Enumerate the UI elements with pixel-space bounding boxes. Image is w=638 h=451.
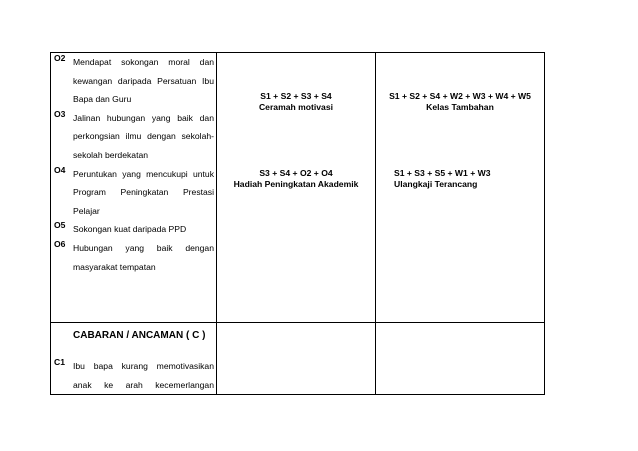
list-item [51,53,216,109]
text-line: Mendapat sokongan moral dan [73,57,214,67]
text-line: Peruntukan yang mencukupi untuk [73,168,214,179]
threats-cell [51,323,217,395]
wt-strategy-cell [376,323,545,395]
strategy-name: Ceramah motivasi [258,102,334,112]
text-line: masyarakat tempatan [73,261,156,272]
list-item [51,109,216,165]
item-text [73,165,216,221]
list-item [51,357,216,394]
item-code: O6 [54,238,66,249]
opportunities-row [51,53,545,323]
text-line: Pelajar [73,205,100,216]
opportunities-cell [51,53,217,323]
item-text [73,357,216,394]
strategy-formula: S1 + S3 + S5 + W1 + W3 [394,168,491,178]
strategy-name: Hadiah Peningkatan Akademik [233,179,359,189]
text-line: Sokongan kuat daripada PPD [73,224,187,235]
so-strategy-2 [217,168,375,190]
list-item [51,220,216,239]
strategy-name: Kelas Tambahan [426,102,494,112]
item-code: O4 [54,164,66,175]
text-line: sekolah berdekatan [73,149,149,160]
item-text [73,239,216,276]
strategy-formula: S1 + S2 + S3 + S4 [260,91,332,101]
text-line: kewangan daripada Persatuan Ibu [73,75,214,86]
item-code: O3 [54,108,66,119]
wo-strategy-1 [376,91,544,113]
st-strategy-cell [217,323,376,395]
wo-strategy-2 [394,168,491,190]
text-line: Jalinan hubungan yang baik dan [73,112,214,123]
item-code: C1 [54,357,65,367]
text-line: anak ke arah kecemerlangan [73,379,214,390]
swot-strategy-table [50,52,545,395]
text-line: Hubungan yang baik dengan [73,242,214,253]
text-line: Bapa dan Guru [73,94,132,105]
text-line: Ibu bapa kurang memotivasikan [73,361,214,371]
item-text [73,109,216,165]
text-line: Program Peningkatan Prestasi [73,187,214,198]
strategy-name: Ulangkaji Terancang [394,179,478,189]
strategy-formula: S3 + S4 + O2 + O4 [259,168,333,178]
list-item [51,239,216,276]
item-code: O5 [54,220,66,231]
item-code: O2 [54,53,66,63]
item-text [73,53,216,109]
list-item [51,165,216,221]
threats-heading: CABARAN / ANCAMAN ( C ) [73,330,206,341]
text-line: perkongsian ilmu dengan sekolah- [73,131,214,142]
opportunities-list [51,53,216,276]
so-strategy-cell [217,53,376,323]
item-text [73,220,216,239]
so-strategy-1 [217,91,375,113]
strategy-formula: S1 + S2 + S4 + W2 + W3 + W4 + W5 [389,91,531,101]
threats-list [51,357,216,394]
threats-row [51,323,545,395]
wo-strategy-cell [376,53,545,323]
